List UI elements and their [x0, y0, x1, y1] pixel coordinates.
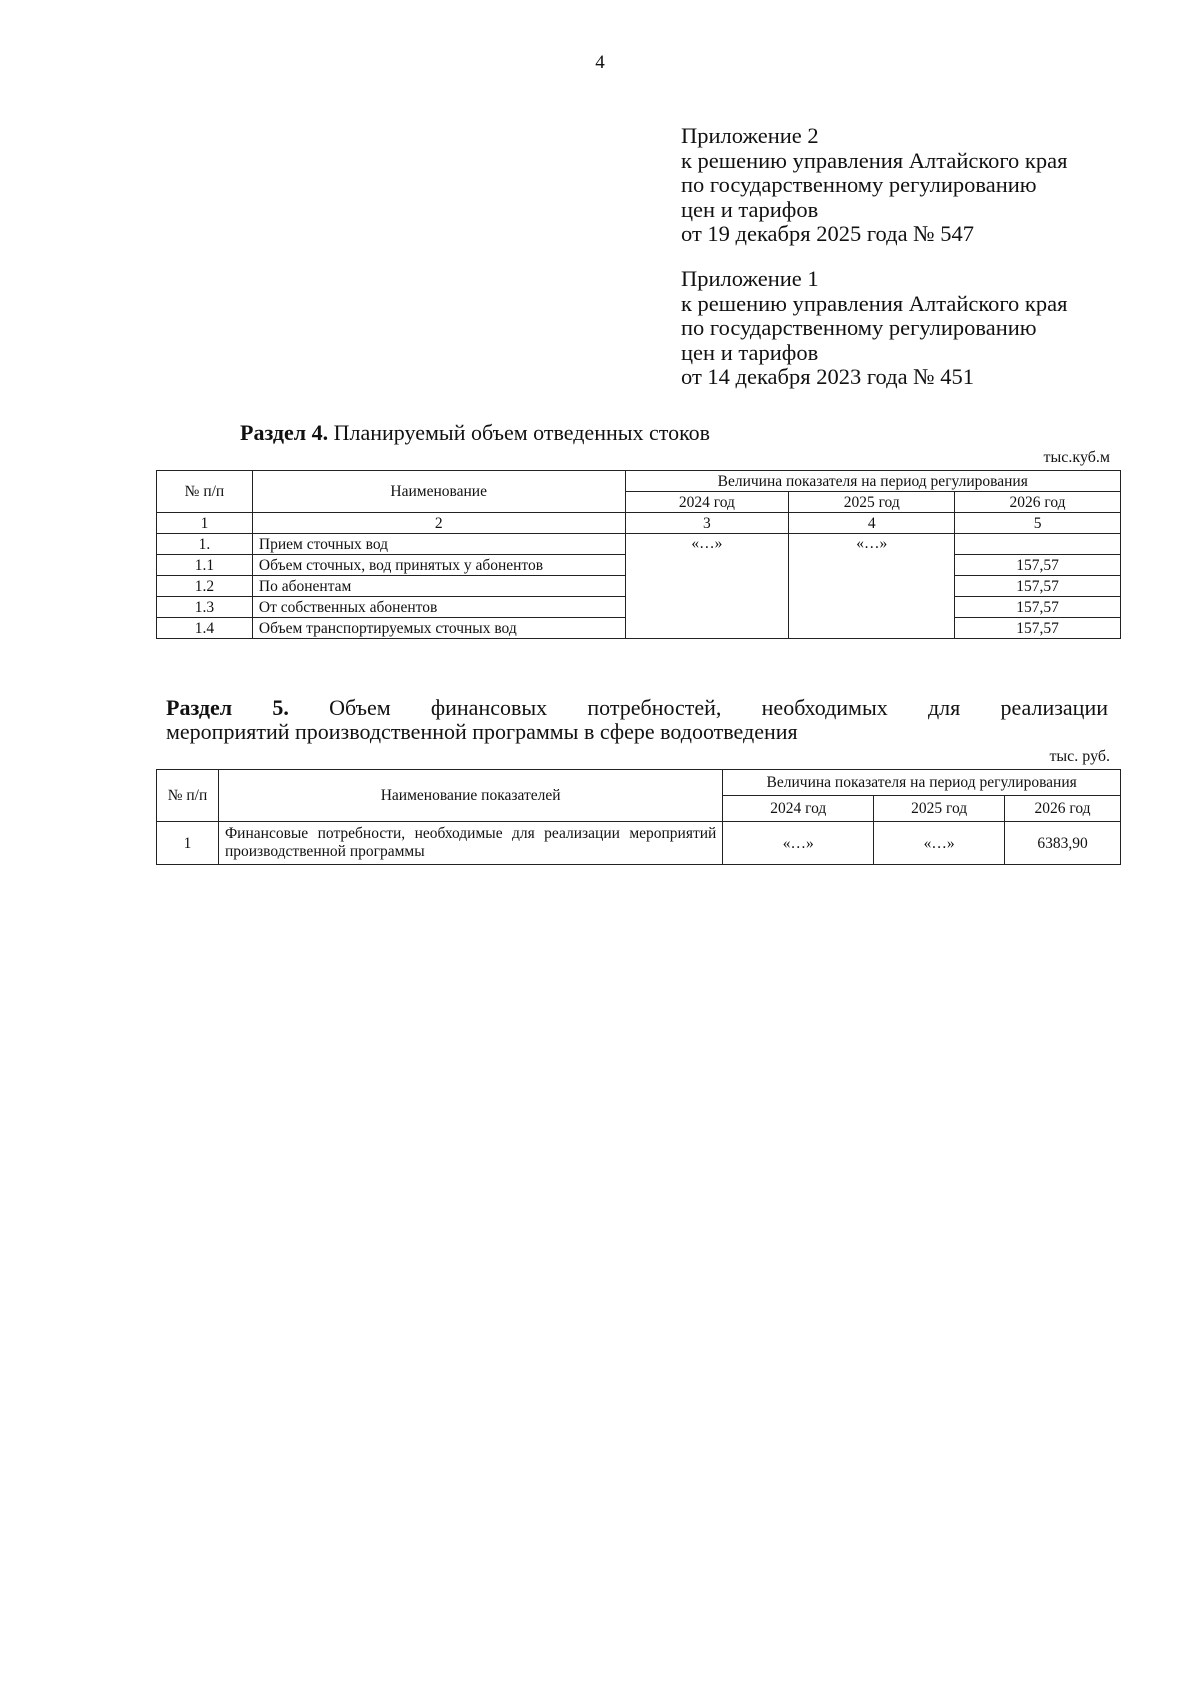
appendix-line: по государственному регулированию — [681, 172, 1037, 197]
row-value-2026: 157,57 — [955, 597, 1121, 618]
section-5-title-text: Объем финансовых потребностей, необходимых для реализации — [288, 695, 1108, 720]
row-num: 1.4 — [157, 618, 253, 639]
header-num: № п/п — [157, 770, 219, 822]
header-num: № п/п — [157, 471, 253, 513]
appendix-1-block — [681, 267, 1067, 390]
index-cell: 3 — [625, 513, 789, 534]
page-number: 4 — [595, 52, 605, 73]
header-name: Наименование — [252, 471, 625, 513]
row-name: Финансовые потребности, необходимые для реализации мероприятий производственной программы — [218, 822, 722, 865]
row-num: 1.3 — [157, 597, 253, 618]
row-value-2026 — [955, 534, 1121, 555]
row-num: 1.1 — [157, 555, 253, 576]
appendix-line: по государственному регулированию — [681, 315, 1037, 340]
table-row — [157, 534, 1121, 555]
section-5-title-line1 — [166, 696, 1108, 720]
appendix-2-block — [681, 124, 1067, 247]
index-cell: 5 — [955, 513, 1121, 534]
appendix-line: к решению управления Алтайского края — [681, 147, 1068, 173]
table-row — [157, 822, 1121, 865]
row-value-2026: 6383,90 — [1005, 822, 1121, 865]
header-year-2025: 2025 год — [789, 492, 955, 513]
header-name: Наименование показателей — [218, 770, 722, 822]
appendix-line: цен и тарифов — [681, 339, 819, 365]
row-value-2025: «…» — [874, 822, 1005, 865]
row-name: По абонентам — [252, 576, 625, 597]
value-2024-merged: «…» — [625, 534, 789, 639]
row-value-2026: 157,57 — [955, 555, 1121, 576]
row-name: Прием сточных вод — [252, 534, 625, 555]
header-value-group: Величина показателя на период регулирования — [723, 770, 1121, 796]
value-2025-merged: «…» — [789, 534, 955, 639]
header-year-2026: 2026 год — [955, 492, 1121, 513]
section-5-title — [166, 696, 1108, 744]
appendix-line: к решению управления Алтайского края — [681, 290, 1068, 316]
section-4-unit: тыс.куб.м — [1043, 449, 1110, 466]
row-num: 1. — [157, 534, 253, 555]
row-num: 1 — [157, 822, 219, 865]
section-4-table — [156, 470, 1121, 639]
row-num: 1.2 — [157, 576, 253, 597]
header-year-2025: 2025 год — [874, 796, 1005, 822]
section-4-title-text: Планируемый объем отведенных стоков — [328, 420, 711, 445]
row-name: Объем транспортируемых сточных вод — [252, 618, 625, 639]
header-year-2024: 2024 год — [625, 492, 789, 513]
row-value-2026: 157,57 — [955, 576, 1121, 597]
section-5-title-line2: мероприятий производственной программы в сфере водоотведения — [166, 719, 798, 744]
section-5-unit: тыс. руб. — [1049, 748, 1110, 765]
section-4-title — [240, 420, 710, 446]
section-4-title-bold: Раздел 4. — [240, 420, 329, 445]
row-value-2024: «…» — [723, 822, 874, 865]
appendix-line: от 14 декабря 2023 года № 451 — [681, 364, 975, 389]
index-cell: 4 — [789, 513, 955, 534]
row-name: От собственных абонентов — [252, 597, 625, 618]
index-cell: 2 — [252, 513, 625, 534]
appendix-line: Приложение 1 — [681, 266, 819, 291]
appendix-line: от 19 декабря 2025 года № 547 — [681, 221, 975, 246]
header-year-2026: 2026 год — [1005, 796, 1121, 822]
appendix-line: Приложение 2 — [681, 123, 819, 148]
section-5-table — [156, 769, 1121, 865]
header-value-group: Величина показателя на период регулирования — [625, 471, 1120, 492]
row-name: Объем сточных, вод принятых у абонентов — [252, 555, 625, 576]
appendix-line: цен и тарифов — [681, 196, 819, 222]
index-cell: 1 — [157, 513, 253, 534]
header-year-2024: 2024 год — [723, 796, 874, 822]
section-5-title-bold: Раздел 5. — [166, 695, 289, 720]
row-value-2026: 157,57 — [955, 618, 1121, 639]
